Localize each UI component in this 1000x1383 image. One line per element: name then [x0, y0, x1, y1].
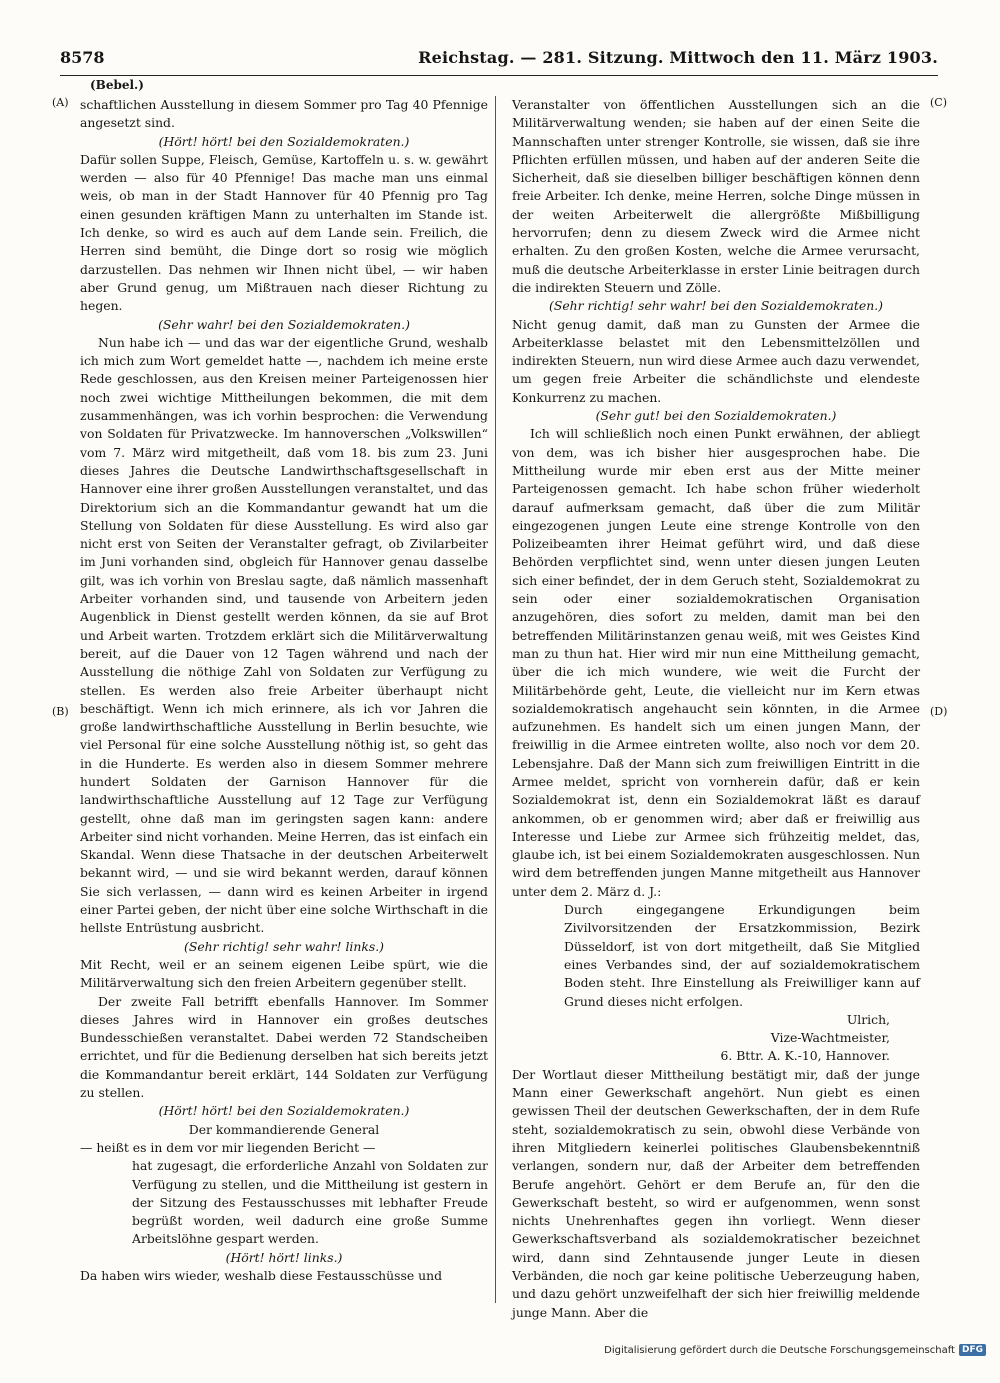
paragraph: — heißt es in dem vor mir liegenden Bericht — [80, 1139, 376, 1155]
margin-mark-d: (D) [930, 705, 948, 718]
paragraph: Veranstalter von öffentlichen Ausstellungen sich an die Militärverwaltung wenden; sie haben auf der einen Seite die Mannschaften unter strenger Kontrolle, sie wissen, daß sie ihre Pflichten erfüllen müssen, und haben auf der anderen Seite die Sicherheit, daß sie dieselben billiger beschäftigen können denn freie Arbeiter. Ich denke, meine Herren, solche Dinge müssen in der weiten Arbeiterwelt die allergrößte Mißbilligung hervorrufen; denn zu diesem Zweck wird die Armee nicht erhalten. Zu den großen Kosten, welche die Armee verursacht, muß die deutsche Arbeiterklasse in erster Linie beitragen durch die indirekten Steuern und Zölle. [512, 97, 920, 295]
margin-mark-c: (C) [930, 96, 947, 109]
header-rule [60, 75, 938, 76]
paragraph: Da haben wirs wieder, weshalb diese Festausschüsse und [80, 1268, 443, 1283]
quoted-heading: Der kommandierende General [188, 1121, 380, 1137]
interjection: (Sehr richtig! sehr wahr! bei den Sozialdemokraten.) [549, 298, 883, 314]
paragraph: schaftlichen Ausstellung in diesem Sommer pro Tag 40 Pfennige angesetzt sind. [80, 97, 488, 131]
right-column [512, 96, 920, 1322]
paragraph: Nun habe ich — und das war der eigentliche Grund, weshalb ich mich zum Wort gemeldet hatte —, nachdem ich meine erste Rede geschlossen, aus den Kreisen meiner Parteigenossen hier noch zwei wichtige Mittheilungen bekommen, die mit dem zusammenhängen, was ich vorhin besprochen: die Verwendung von Soldaten für Privatzwecke. Im hannoverschen „Volkswillen“ vom 7. März wird mitgetheilt, daß vom 18. bis zum 23. Juni dieses Jahres die Deutsche Landwirthschaftsgesellschaft in Hannover eine ihrer großen Ausstellungen veranstaltet, und das Direktorium sich an die Kommandantur gewandt hat um die Stellung von Soldaten für diese Ausstellung. Es wird also gar nicht erst von Seiten der Veranstalter gefragt, ob Zivilarbeiter im Juni vorhanden sind, obgleich für Hannover genau dasselbe gilt, was ich vorhin von Breslau sagte, daß nämlich massenhaft Arbeiter vorhanden sind, und tausende von Arbeitern jeden Augenblick in Dienst gestellt werden können, da sie auf Brot und Arbeit warten. Trotzdem erklärt sich die Militärverwaltung bereit, auf die Dauer von 12 Tagen während und nach der Ausstellung die nöthige Zahl von Soldaten zur Verfügung zu stellen. Es werden also freie Arbeiter überhaupt nicht beschäftigt. Wenn ich mich erinnere, als ich vor Jahren die große landwirthschaftliche Ausstellung in Berlin besuchte, wie viel Personal für eine solche Ausstellung nöthig ist, so geht das in die Hunderte. Es werden also in diesem Sommer mehrere hundert Soldaten der Garnison Hannover für die landwirthschaftliche Ausstellung auf 12 Tage zur Verfügung gestellt, ohne daß man im geringsten sagen kann: andere Arbeiter sind nicht vorhanden. Meine Herren, das ist einfach ein Skandal. Wenn diese Thatsache in der deutschen Arbeiterwelt bekannt wird, — und sie wird bekannt werden, darauf können Sie sich verlassen, — dann wird es keinen Arbeiter in irgend einer Partei geben, der nicht über eine solche Wirthschaft in die hellste Entrüstung ausbricht. [80, 334, 488, 936]
quotation: Durch eingegangene Erkundigungen beim Zivilvorsitzenden der Ersatzkommission, Bezirk Düsseldorf, ist von dort mitgetheilt, daß Sie Mitglied eines Verbandes sind, der auf sozialdemokratischem Boden steht. Ihre Einstellung als Freiwilliger kann auf Grund dieses nicht erfolgen. [564, 902, 920, 1009]
interjection: (Sehr wahr! bei den Sozialdemokraten.) [158, 316, 410, 332]
paragraph: Der Wortlaut dieser Mittheilung bestätigt mir, daß der junge Mann einer Gewerkschaft angehört. Nun giebt es einen gewissen Theil der deutschen Gewerkschaften, der in dem Rufe steht, sozialdemokratisch zu sein, obwohl diese Verbände von ihren Mitgliedern keinerlei politisches Glaubensbekenntniß verlangen, sondern nur, daß der Arbeiter dem betreffenden Berufe angehört. Gehört er dem Berufe an, für den die Gewerkschaft besteht, so wird er aufgenommen, wenn sonst nichts Unehrenhaftes gegen ihn vorliegt. Wenn dieser Gewerkschaftsverband als sozialdemokratischer bezeichnet wird, dann sind Zehntausende junger Leute in diesen Verbänden, die noch gar keine politische Ueberzeugung haben, und dazu gehört unzweifelhaft der sich hier freiwillig meldende junge Mann. Aber die [512, 1066, 920, 1320]
footer [604, 1344, 986, 1356]
signature-rank: Vize-Wachtmeister, [770, 1030, 890, 1046]
page-number: 8578 [60, 48, 105, 67]
speaker-label: (Bebel.) [90, 78, 144, 92]
paragraph: Nicht genug damit, daß man zu Gunsten der Armee die Arbeiterklasse belastet mit den Lebensmittelzöllen und indirekten Steuern, nun wird diese Armee auch dazu verwendet, um gegen freie Arbeiter die schändlichste und elendeste Konkurrenz zu machen. [512, 316, 920, 405]
page-header [60, 48, 938, 72]
column-divider [495, 96, 496, 1303]
interjection: (Sehr richtig! sehr wahr! links.) [184, 938, 384, 954]
interjection: (Hört! hört! bei den Sozialdemokraten.) [158, 1103, 410, 1119]
dfg-logo-icon: DFG [959, 1344, 986, 1356]
signature-name: Ulrich, [846, 1011, 890, 1027]
quotation: hat zugesagt, die erforderliche Anzahl von Soldaten zur Verfügung zu stellen, und die Mittheilung ist gestern in der Sitzung des Festausschusses mit lebhafter Freude begrüßt worden, weil dadurch eine große Summe Arbeitslöhne gespart werden. [132, 1158, 488, 1247]
margin-mark-b: (B) [52, 705, 69, 718]
left-column [80, 96, 488, 1285]
margin-mark-a: (A) [52, 96, 69, 109]
header-title: Reichstag. — 281. Sitzung. Mittwoch den 11. März 1903. [418, 48, 938, 67]
paragraph: Der zweite Fall betrifft ebenfalls Hannover. Im Sommer dieses Jahres wird in Hannover ein großes deutsches Bundesschießen veranstaltet. Dabei werden 72 Standscheiben errichtet, und für die Bedienung derselben hat sich bereits jetzt die Kommandantur bereit erklärt, 144 Soldaten zur Verfügung zu stellen. [80, 993, 488, 1101]
paragraph: Mit Recht, weil er an seinem eigenen Leibe spürt, wie die Militärverwaltung sich den freien Arbeitern gegenüber stellt. [80, 956, 488, 991]
signature-unit: 6. Bttr. A. K.-10, Hannover. [720, 1048, 890, 1064]
interjection: (Hört! hört! links.) [225, 1249, 343, 1265]
interjection: (Sehr gut! bei den Sozialdemokraten.) [595, 408, 837, 424]
paragraph: Ich will schließlich noch einen Punkt erwähnen, der abliegt von dem, was ich bisher hier ausgesprochen habe. Die Mittheilung wurde mir eben erst aus der Mitte meiner Parteigenossen gemacht. Ich habe schon früher wiederholt darauf aufmerksam gemacht, daß über die zum Militär eingezogenen jungen Leute eine strenge Kontrolle von den Polizeibeamten ihrer Heimat geführt wird, und daß diese Behörden verpflichtet sind, wenn unter diesen jungen Leuten sich einer befindet, der in dem Geruch steht, Sozialdemokrat zu sein oder einer sozialdemokratischen Organisation anzugehören, dies sofort zu melden, damit man bei den betreffenden Militärinstanzen genau weiß, mit wes Geistes Kind man zu thun hat. Hier wird mir nun eine Mittheilung gemacht, über die ich mich wundere, wie weit die Furcht der Militärbehörde geht, Leute, die vielleicht nur im Kern etwas sozialdemokratisch angehaucht sein könnten, in die Armee aufzunehmen. Es handelt sich um einen jungen Mann, der freiwillig in die Armee eintreten wollte, also noch vor dem 20. Lebensjahre. Daß der Mann sich zum freiwilligen Eintritt in die Armee meldet, spricht von vornherein dafür, daß er kein Sozialdemokrat ist, denn ein Sozialdemokrat läßt es darauf ankommen, ob er genommen wird; aber daß er freiwillig aus Interesse und Liebe zur Armee sich frühzeitig meldet, das, glaube ich, ist bei einem Sozialdemokraten ausgeschlossen. Nun wird dem betreffenden jungen Manne mitgetheilt aus Hannover unter dem 2. März d. J.: [512, 426, 920, 899]
paragraph: Dafür sollen Suppe, Fleisch, Gemüse, Kartoffeln u. s. w. gewährt werden — also für 40 Pfennige! Das mache man uns einmal weis, ob man in der Stadt Hannover für 40 Pfennig pro Tag einen gesunden kräftigen Mann zu unterhalten im Stande ist. Ich denke, so wird es auch auf dem Lande sein. Freilich, die Herren sind bemüht, die Dinge dort so rosig wie möglich darzustellen. Das nehmen wir Ihnen nicht übel, — wir haben aber Grund genug, um Mißtrauen nach dieser Richtung zu hegen. [80, 151, 488, 314]
footer-text: Digitalisierung gefördert durch die Deutsche Forschungsgemeinschaft [604, 1344, 955, 1356]
interjection: (Hört! hört! bei den Sozialdemokraten.) [158, 133, 410, 149]
